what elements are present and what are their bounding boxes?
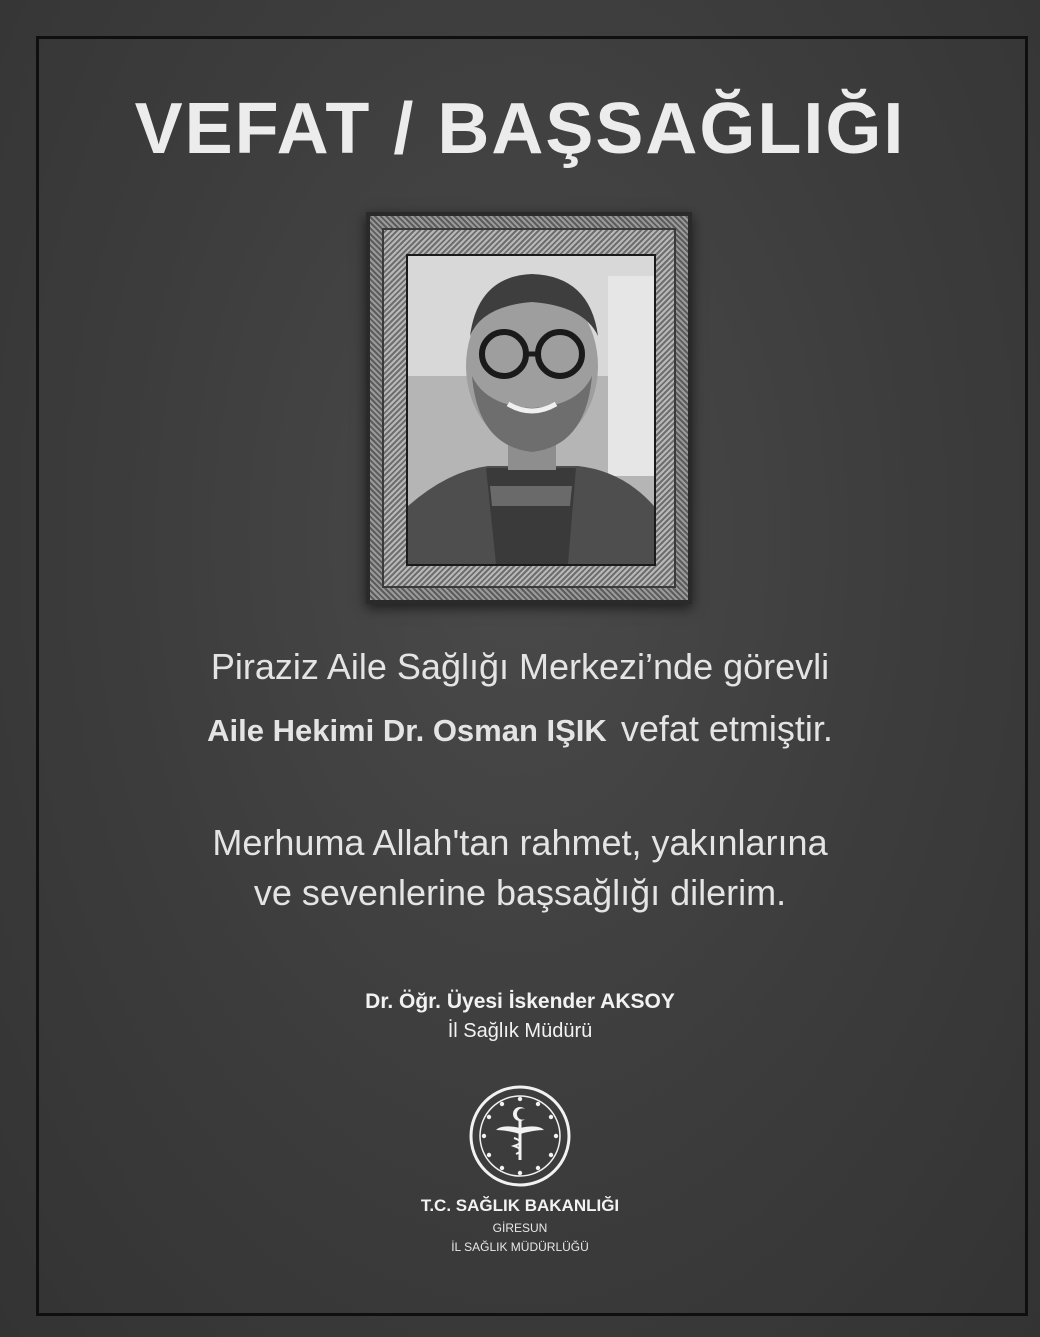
condolence-line-2: ve sevenlerine başsağlığı dilerim.	[253, 872, 787, 913]
poster-title: VEFAT / BAŞSAĞLIĞI	[134, 89, 906, 169]
ministry-of-health-emblem-icon	[468, 1084, 572, 1188]
organization-city: GİRESUN	[492, 1221, 548, 1235]
portrait-photo	[406, 254, 656, 566]
picture-frame	[366, 212, 692, 604]
deceased-name: Aile Hekimi Dr. Osman IŞIK	[207, 713, 607, 748]
organization-name: T.C. SAĞLIK BAKANLIĞI	[420, 1196, 620, 1215]
condolence-line-1: Merhuma Allah'tan rahmet, yakınlarına	[212, 822, 828, 863]
announcement-line-1: Piraziz Aile Sağlığı Merkezi’nde görevli	[210, 646, 830, 687]
announcement-line-2	[0, 708, 1040, 750]
signatory-title: İl Sağlık Müdürü	[447, 1020, 593, 1042]
signatory-name: Dr. Öğr. Üyesi İskender AKSOY	[365, 990, 675, 1013]
organization-unit: İL SAĞLIK MÜDÜRLÜĞÜ	[451, 1240, 589, 1254]
announcement-suffix: vefat etmiştir.	[620, 708, 833, 749]
